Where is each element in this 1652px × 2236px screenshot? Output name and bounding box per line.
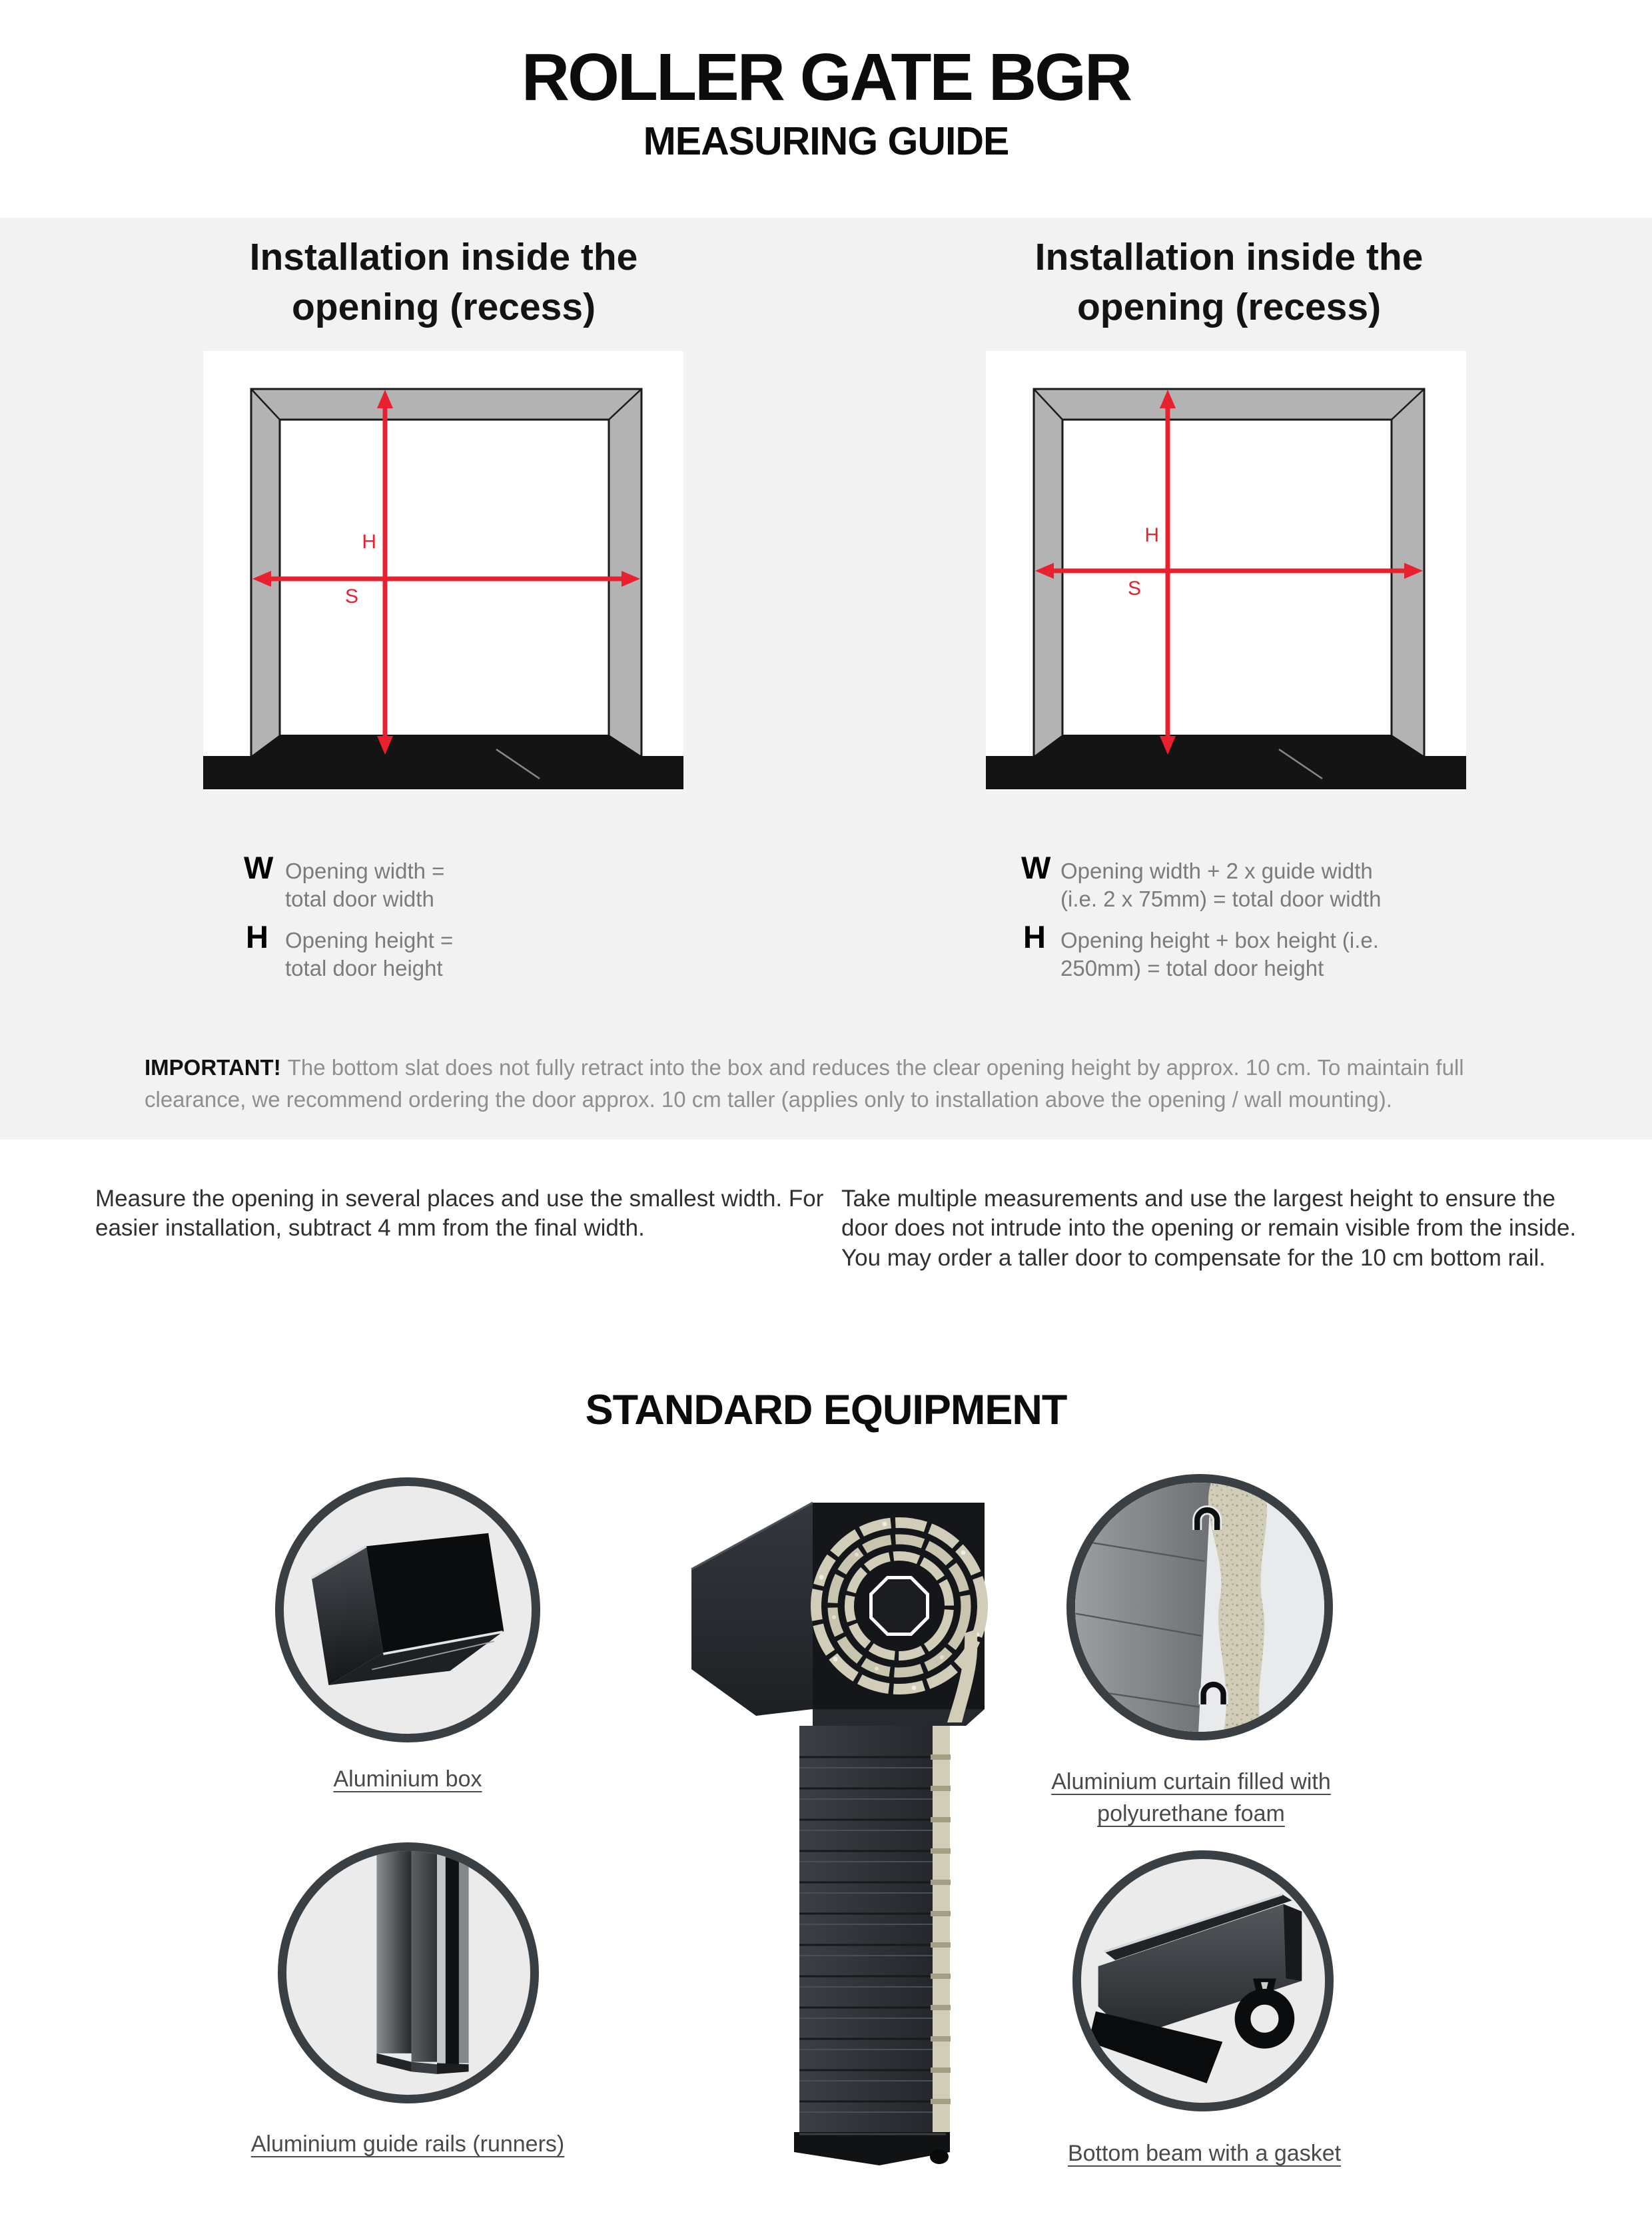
bottom-beam-image (1072, 1850, 1334, 2111)
legend-symbol-w-right: W (1021, 850, 1051, 885)
legend-h-right-line2: 250mm) = total door height (1060, 956, 1324, 981)
aluminium-box-image (275, 1477, 540, 1742)
legend-symbol-w-left: W (244, 850, 274, 885)
legend-w-right-line2: (i.e. 2 x 75mm) = total door width (1060, 887, 1382, 912)
height-label: H (1144, 524, 1159, 546)
curtain-cross-section-drawing (1075, 1483, 1324, 1732)
floor-bar (986, 756, 1466, 789)
door-diagram-right (986, 351, 1466, 791)
aluminium-box-label-text: Aluminium box (333, 1766, 482, 1792)
width-arrow (252, 571, 640, 587)
legend-text-w-right (1060, 857, 1381, 913)
install-heading-left-line2: opening (recess) (291, 286, 596, 329)
equipment-label-guide-rails (198, 2129, 618, 2161)
curtain-drawing (794, 1726, 951, 2165)
legend-w-right-line1: Opening width + 2 x guide width (1060, 859, 1373, 883)
important-note-text: The bottom slat does not fully retract into the box and reduces the clear opening height by approx. 10 cm. To maintain full clearance, we recommend ordering the door approx. 10 cm taller (applies only to installation above the opening / wall mounting). (145, 1055, 1464, 1112)
floor-perspective (251, 735, 641, 756)
install-heading-left-line1: Installation inside the (249, 236, 638, 278)
install-heading-right-line1: Installation inside the (1034, 236, 1424, 278)
legend-w-left-line1: Opening width = (285, 859, 445, 883)
door-opening-drawing-left (203, 351, 683, 791)
bottom-beam-label-text: Bottom beam with a gasket (1067, 2141, 1342, 2166)
equipment-heading: STANDARD EQUIPMENT (585, 1387, 1067, 1433)
important-note (145, 1052, 1537, 1116)
tip-height: Take multiple measurements and use the largest height to ensure the door does not intrude into the opening or remain visible from the inside. You may order a taller door to compensate for the 10 cm bottom rail. (841, 1186, 1577, 1271)
legend-symbol-h-right: H (1023, 919, 1046, 954)
floor-bar (203, 756, 683, 789)
legend-text-h-left (285, 927, 453, 982)
page-title: ROLLER GATE BGR (521, 40, 1131, 115)
width-arrow (1035, 563, 1423, 579)
floor-perspective (1034, 735, 1424, 756)
legend-h-left-line2: total door height (285, 956, 443, 981)
install-heading-right (896, 232, 1562, 332)
equipment-label-aluminium-curtain (1008, 1766, 1374, 1830)
height-label: H (362, 531, 376, 553)
important-note-label: IMPORTANT! (145, 1055, 281, 1080)
door-opening-drawing-right (986, 351, 1466, 791)
guide-rails-label-text: Aluminium guide rails (runners) (250, 2131, 565, 2157)
aluminium-curtain-label-line2: polyurethane foam (1097, 1800, 1285, 1826)
aluminium-curtain-image (1066, 1474, 1333, 1740)
bottom-beam-drawing (1088, 1894, 1302, 2083)
height-arrow (377, 390, 393, 755)
legend-w-left-line2: total door width (285, 887, 434, 912)
install-heading-right-line2: opening (recess) (1076, 286, 1382, 329)
aluminium-box-drawing (308, 1527, 509, 1690)
width-label: S (344, 585, 358, 607)
guide-rail-drawing (376, 1851, 468, 2074)
measuring-section (0, 218, 1652, 1140)
legend-h-left-line1: Opening height = (285, 928, 454, 952)
guide-rail-image (278, 1842, 539, 2103)
legend-symbol-h-left: H (246, 919, 268, 954)
width-label: S (1127, 577, 1141, 599)
page-subtitle: MEASURING GUIDE (643, 119, 1009, 163)
legend-text-w-left (285, 857, 444, 913)
legend-h-right-line1: Opening height + box height (i.e. (1060, 928, 1379, 952)
aluminium-curtain-label-line1: Aluminium curtain filled with (1051, 1769, 1331, 1794)
tip-width: Measure the opening in several places and use the smallest width. For easier installation, subtract 4 mm from the final width. (95, 1186, 824, 1242)
wall-frame (251, 389, 641, 756)
equipment-label-aluminium-box (275, 1764, 540, 1796)
door-diagram-left (203, 351, 683, 791)
roller-box-drawing (691, 1503, 985, 1726)
install-heading-left (111, 232, 777, 332)
roller-gate-cutaway-image (679, 1496, 1001, 2169)
equipment-label-bottom-beam (1025, 2138, 1384, 2170)
legend-text-h-right (1060, 927, 1379, 982)
